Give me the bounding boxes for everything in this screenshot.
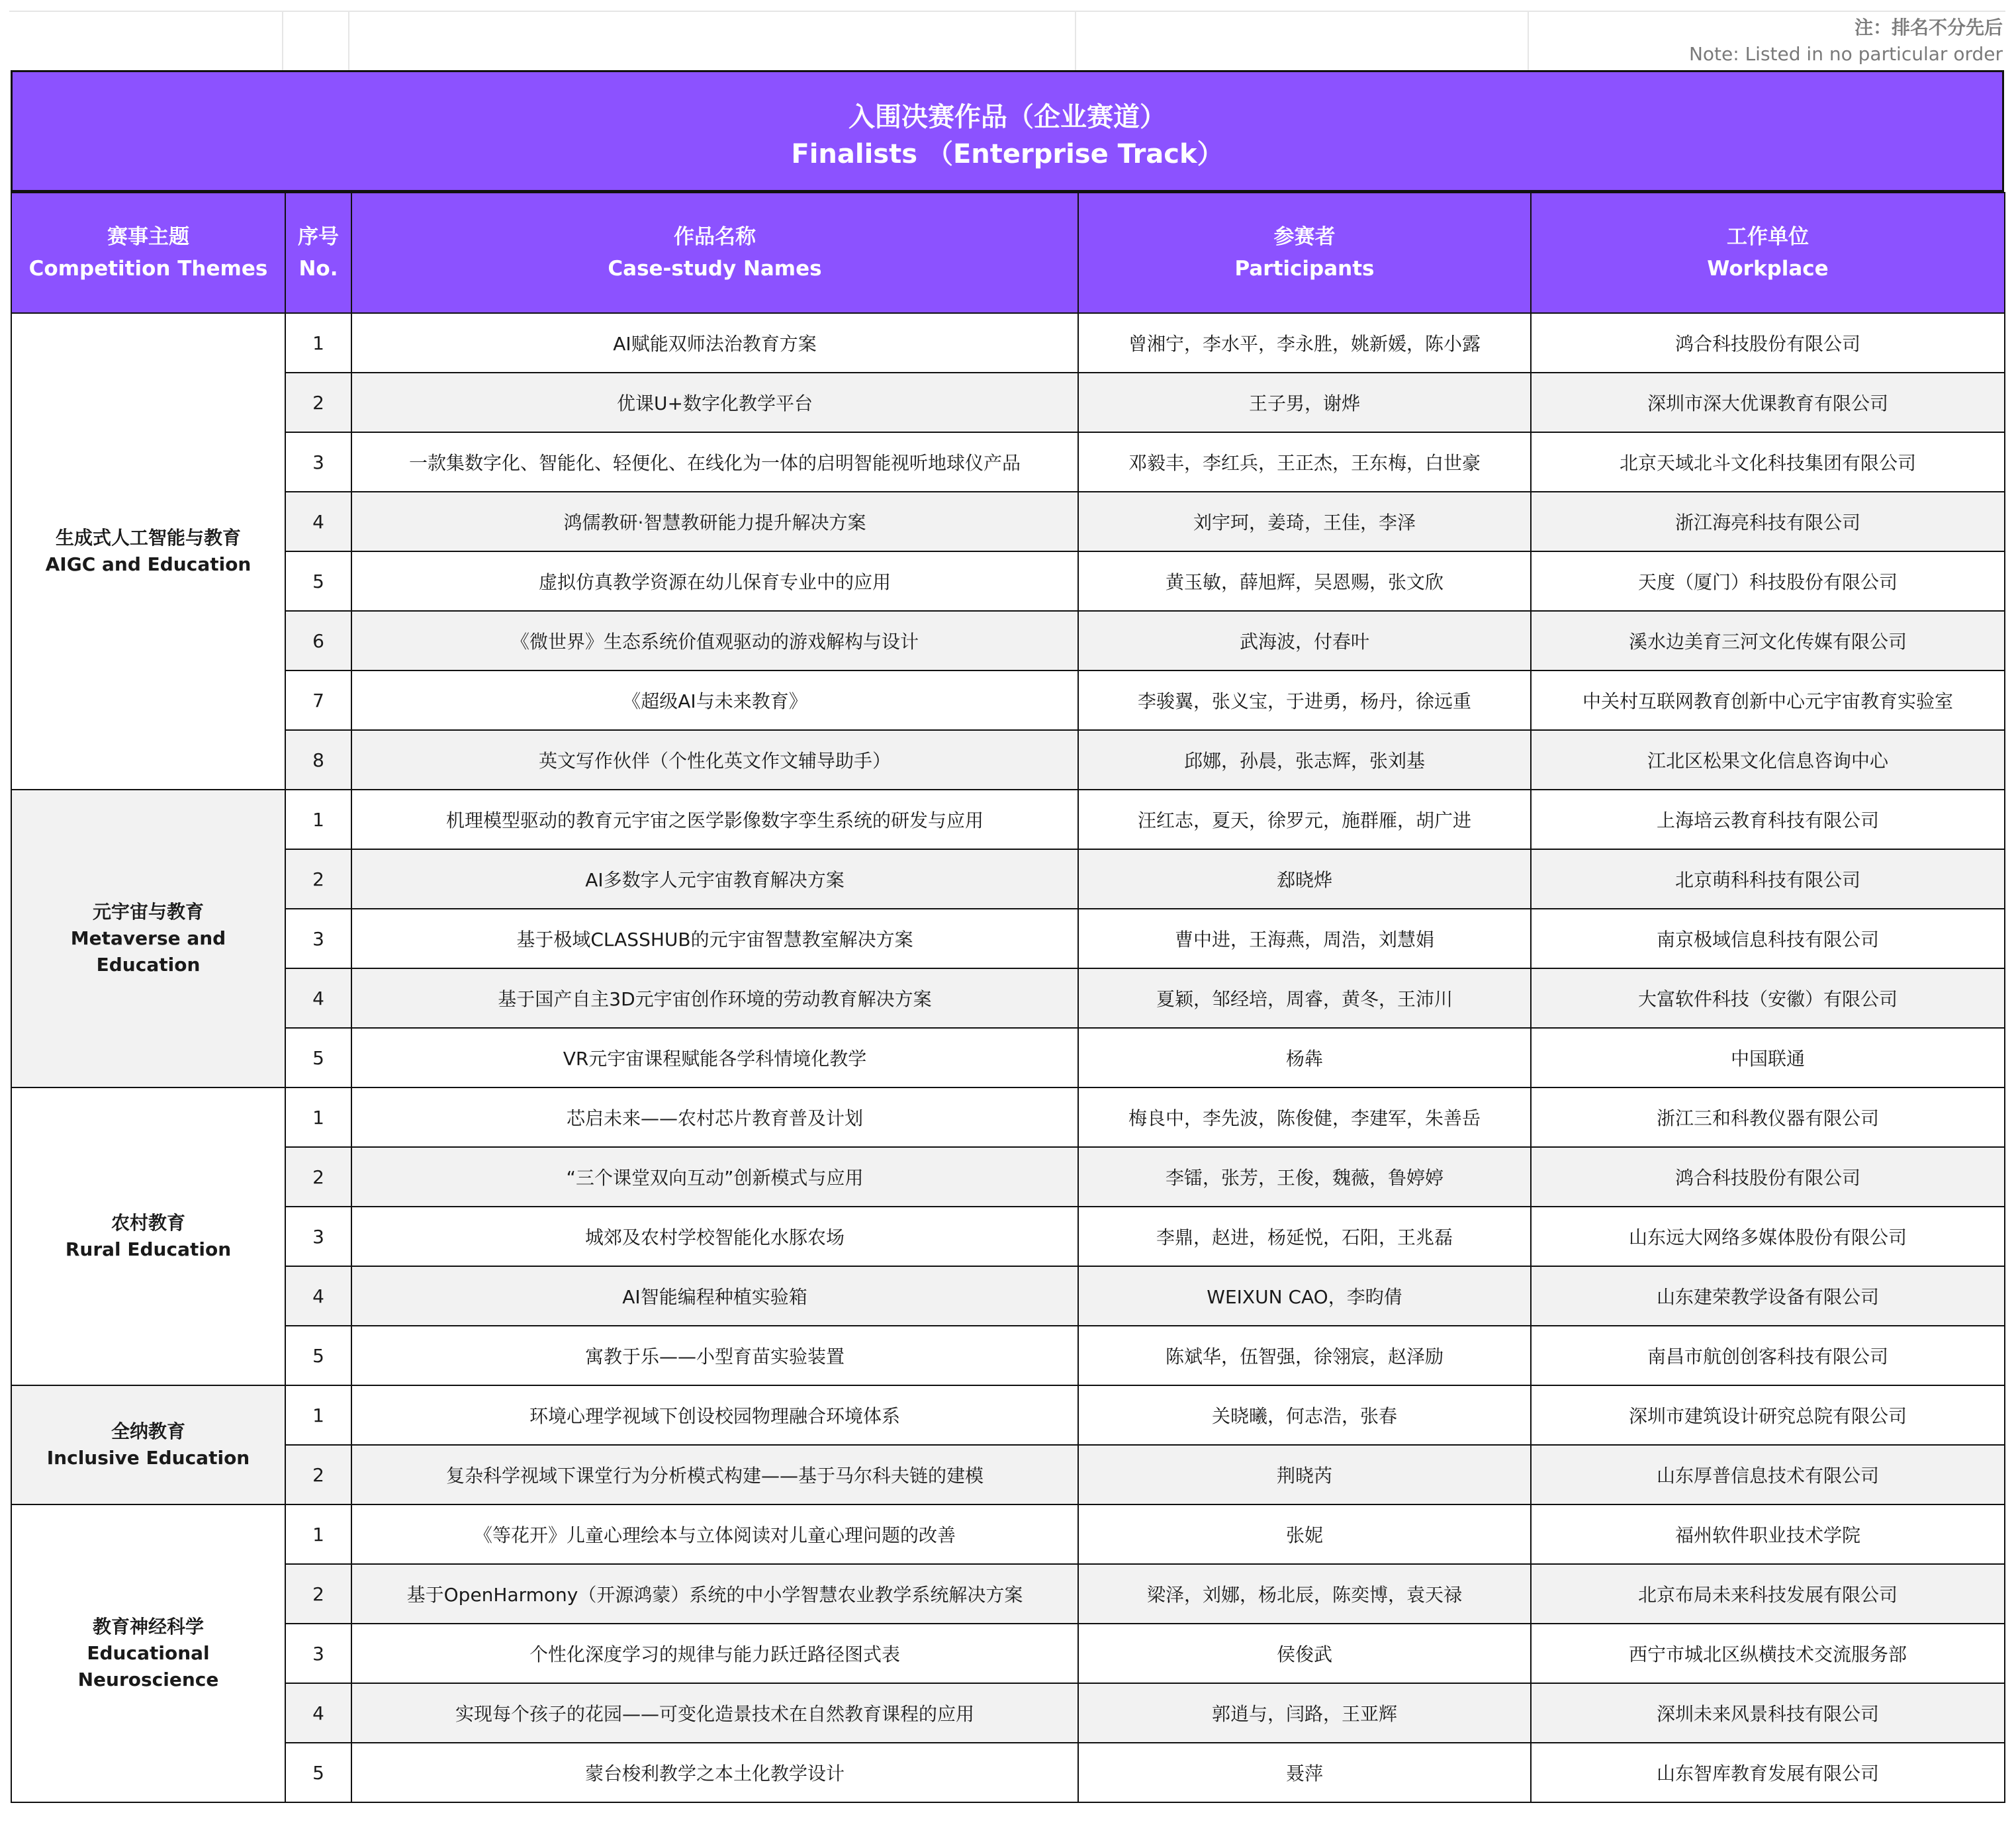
workplace: 深圳市建筑设计研究总院有限公司 (1531, 1385, 2005, 1445)
theme-cell-neuroscience (11, 1504, 285, 1802)
header-no-en: No. (298, 257, 338, 281)
case-name: VR元宇宙课程赋能各学科情境化教学 (351, 1028, 1078, 1087)
table-row (11, 492, 2005, 551)
header-participants (1078, 193, 1531, 313)
theme-en: Metaverse and Education (70, 927, 226, 976)
participants: 邱娜，孙晨，张志辉，张刘基 (1078, 730, 1531, 790)
table-row (11, 1743, 2005, 1802)
case-name: AI多数字人元宇宙教育解决方案 (351, 849, 1078, 909)
row-number: 3 (285, 1624, 351, 1683)
table-row (11, 670, 2005, 730)
participants: 陈斌华，伍智强，徐翎宸，赵泽励 (1078, 1326, 1531, 1385)
table-row (11, 313, 2005, 373)
case-name: 复杂科学视域下课堂行为分析模式构建——基于马尔科夫链的建模 (351, 1445, 1078, 1504)
participants: 聂萍 (1078, 1743, 1531, 1802)
workplace: 山东远大网络多媒体股份有限公司 (1531, 1207, 2005, 1266)
header-name-cn: 作品名称 (674, 225, 756, 249)
table-row (11, 1624, 2005, 1683)
workplace: 北京天域北斗文化科技集团有限公司 (1531, 432, 2005, 492)
table-row (11, 1683, 2005, 1743)
workplace: 溪水边美育三河文化传媒有限公司 (1531, 611, 2005, 670)
row-number: 5 (285, 1028, 351, 1087)
row-number: 1 (285, 1504, 351, 1564)
theme-en: Rural Education (65, 1238, 232, 1260)
participants: 关晓曦，何志浩，张春 (1078, 1385, 1531, 1445)
participants: 梅良中，李先波，陈俊健，李建军，朱善岳 (1078, 1087, 1531, 1147)
row-number: 2 (285, 849, 351, 909)
workplace: 山东厚普信息技术有限公司 (1531, 1445, 2005, 1504)
workplace: 大富软件科技（安徽）有限公司 (1531, 968, 2005, 1028)
table-row (11, 1385, 2005, 1445)
case-name: 一款集数字化、智能化、轻便化、在线化为一体的启明智能视听地球仪产品 (351, 432, 1078, 492)
row-number: 6 (285, 611, 351, 670)
header-workplace (1531, 193, 2005, 313)
header-workplace-cn: 工作单位 (1727, 225, 1809, 249)
row-number: 4 (285, 1266, 351, 1326)
table-row (11, 849, 2005, 909)
note-cn: 注：排名不分先后 (1854, 17, 2003, 38)
theme-cn: 生成式人工智能与教育 (55, 527, 241, 549)
participants: 黄玉敏，薛旭辉，吴恩赐，张文欣 (1078, 551, 1531, 611)
case-name: AI智能编程种植实验箱 (351, 1266, 1078, 1326)
case-name: 基于OpenHarmony（开源鸿蒙）系统的中小学智慧农业教学系统解决方案 (351, 1564, 1078, 1624)
case-name: 《等花开》儿童心理绘本与立体阅读对儿童心理问题的改善 (351, 1504, 1078, 1564)
row-number: 8 (285, 730, 351, 790)
row-number: 2 (285, 1564, 351, 1624)
header-workplace-en: Workplace (1707, 257, 1829, 281)
case-name: 基于极域CLASSHUB的元宇宙智慧教室解决方案 (351, 909, 1078, 968)
workplace: 鸿合科技股份有限公司 (1531, 313, 2005, 373)
row-number: 3 (285, 432, 351, 492)
participants: 武海波，付春叶 (1078, 611, 1531, 670)
ordering-note (1689, 15, 2003, 68)
row-number: 3 (285, 1207, 351, 1266)
header-participants-en: Participants (1234, 257, 1375, 281)
participants: 李鼎，赵进，杨延悦，石阳，王兆磊 (1078, 1207, 1531, 1266)
case-name: 《超级AI与未来教育》 (351, 670, 1078, 730)
table-row (11, 909, 2005, 968)
table-row (11, 730, 2005, 790)
case-name: 蒙台梭利教学之本土化教学设计 (351, 1743, 1078, 1802)
table-row (11, 1326, 2005, 1385)
case-name: 芯启未来——农村芯片教育普及计划 (351, 1087, 1078, 1147)
case-name: 优课U+数字化教学平台 (351, 373, 1078, 432)
participants: 夏颖，邹经培，周睿，黄冬，王沛川 (1078, 968, 1531, 1028)
table-row (11, 1028, 2005, 1087)
note-en: Note: Listed in no particular order (1688, 43, 2003, 65)
case-name: 机理模型驱动的教育元宇宙之医学影像数字孪生系统的研发与应用 (351, 790, 1078, 849)
theme-en: AIGC and Education (45, 553, 252, 575)
workplace: 山东建荣教学设备有限公司 (1531, 1266, 2005, 1326)
header-theme-cn: 赛事主题 (107, 225, 189, 249)
workplace: 浙江三和科教仪器有限公司 (1531, 1087, 2005, 1147)
participants: 梁泽，刘娜，杨北辰，陈奕博，袁天禄 (1078, 1564, 1531, 1624)
workplace: 上海培云教育科技有限公司 (1531, 790, 2005, 849)
title-cn: 入围决赛作品（企业赛道） (848, 102, 1166, 132)
theme-cell-inclusive (11, 1385, 285, 1504)
theme-cell-rural (11, 1087, 285, 1385)
workplace: 西宁市城北区纵横技术交流服务部 (1531, 1624, 2005, 1683)
workplace: 深圳未来风景科技有限公司 (1531, 1683, 2005, 1743)
theme-en: Inclusive Education (46, 1447, 250, 1469)
case-name: 城郊及农村学校智能化水豚农场 (351, 1207, 1078, 1266)
participants: 荆晓芮 (1078, 1445, 1531, 1504)
title-en: Finalists （Enterprise Track） (791, 139, 1224, 169)
row-number: 1 (285, 790, 351, 849)
case-name: 虚拟仿真教学资源在幼儿保育专业中的应用 (351, 551, 1078, 611)
row-number: 1 (285, 1385, 351, 1445)
case-name: 寓教于乐——小型育苗实验装置 (351, 1326, 1078, 1385)
participants: 郄晓烨 (1078, 849, 1531, 909)
participants: 曹中进，王海燕，周浩，刘慧娟 (1078, 909, 1531, 968)
table-row (11, 1207, 2005, 1266)
participants: 李骏翼，张义宝，于进勇，杨丹，徐远重 (1078, 670, 1531, 730)
row-number: 1 (285, 1087, 351, 1147)
workplace: 中国联通 (1531, 1028, 2005, 1087)
case-name: 环境心理学视域下创设校园物理融合环境体系 (351, 1385, 1078, 1445)
participants: 刘宇珂，姜琦，王佳，李泽 (1078, 492, 1531, 551)
header-name-en: Case-study Names (608, 257, 822, 281)
table-row (11, 968, 2005, 1028)
row-number: 3 (285, 909, 351, 968)
workplace: 山东智库教育发展有限公司 (1531, 1743, 2005, 1802)
participants: WEIXUN CAO，李昀倩 (1078, 1266, 1531, 1326)
row-number: 2 (285, 373, 351, 432)
workplace: 浙江海亮科技有限公司 (1531, 492, 2005, 551)
workplace: 天度（厦门）科技股份有限公司 (1531, 551, 2005, 611)
theme-cn: 元宇宙与教育 (92, 901, 204, 923)
finalists-table (11, 192, 2005, 1803)
workplace: 北京萌科科技有限公司 (1531, 849, 2005, 909)
participants: 李镭，张芳，王俊，魏薇，鲁婷婷 (1078, 1147, 1531, 1207)
row-number: 5 (285, 1326, 351, 1385)
workplace: 深圳市深大优课教育有限公司 (1531, 373, 2005, 432)
table-row (11, 1445, 2005, 1504)
participants: 杨犇 (1078, 1028, 1531, 1087)
row-number: 2 (285, 1147, 351, 1207)
header-participants-cn: 参赛者 (1273, 225, 1336, 249)
header-no (285, 193, 351, 313)
theme-cn: 全纳教育 (111, 1420, 185, 1442)
table-row (11, 1504, 2005, 1564)
case-name: 英文写作伙伴（个性化英文作文辅导助手） (351, 730, 1078, 790)
participants: 王子男，谢烨 (1078, 373, 1531, 432)
row-number: 4 (285, 492, 351, 551)
table-row (11, 1147, 2005, 1207)
participants: 汪红志，夏天，徐罗元，施群雁，胡广进 (1078, 790, 1531, 849)
case-name: 个性化深度学习的规律与能力跃迁路径图式表 (351, 1624, 1078, 1683)
participants: 邓毅丰，李红兵，王正杰，王东梅，白世豪 (1078, 432, 1531, 492)
workplace: 福州软件职业技术学院 (1531, 1504, 2005, 1564)
theme-cell-aigc (11, 313, 285, 790)
row-number: 5 (285, 1743, 351, 1802)
workplace: 中关村互联网教育创新中心元宇宙教育实验室 (1531, 670, 2005, 730)
workplace: 南昌市航创创客科技有限公司 (1531, 1326, 2005, 1385)
case-name: 《微世界》生态系统价值观驱动的游戏解构与设计 (351, 611, 1078, 670)
row-number: 7 (285, 670, 351, 730)
table-row (11, 611, 2005, 670)
workplace: 江北区松果文化信息咨询中心 (1531, 730, 2005, 790)
table-row (11, 432, 2005, 492)
header-theme (11, 193, 285, 313)
header-name (351, 193, 1078, 313)
table-row (11, 551, 2005, 611)
table-row (11, 1564, 2005, 1624)
row-number: 2 (285, 1445, 351, 1504)
workplace: 南京极域信息科技有限公司 (1531, 909, 2005, 968)
case-name: 基于国产自主3D元宇宙创作环境的劳动教育解决方案 (351, 968, 1078, 1028)
header-row (11, 193, 2005, 313)
table-row (11, 373, 2005, 432)
workplace: 北京布局未来科技发展有限公司 (1531, 1564, 2005, 1624)
row-number: 4 (285, 968, 351, 1028)
row-number: 4 (285, 1683, 351, 1743)
header-no-cn: 序号 (298, 225, 339, 249)
participants: 郭逍与，闫路，王亚辉 (1078, 1683, 1531, 1743)
case-name: 鸿儒教研·智慧教研能力提升解决方案 (351, 492, 1078, 551)
participants: 曾湘宁，李水平，李永胜，姚新媛，陈小露 (1078, 313, 1531, 373)
theme-cn: 教育神经科学 (92, 1616, 204, 1638)
participants: 侯俊武 (1078, 1624, 1531, 1683)
theme-en: Educational Neuroscience (77, 1642, 219, 1690)
row-number: 1 (285, 313, 351, 373)
case-name: “三个课堂双向互动”创新模式与应用 (351, 1147, 1078, 1207)
header-theme-en: Competition Themes (28, 257, 268, 281)
theme-cell-metaverse (11, 790, 285, 1087)
participants: 张妮 (1078, 1504, 1531, 1564)
table-body (11, 313, 2005, 1802)
case-name: AI赋能双师法治教育方案 (351, 313, 1078, 373)
workplace: 鸿合科技股份有限公司 (1531, 1147, 2005, 1207)
row-number: 5 (285, 551, 351, 611)
theme-cn: 农村教育 (111, 1212, 185, 1234)
table-row (11, 790, 2005, 849)
table-title (11, 70, 2004, 192)
case-name: 实现每个孩子的花园——可变化造景技术在自然教育课程的应用 (351, 1683, 1078, 1743)
table-row (11, 1266, 2005, 1326)
table-row (11, 1087, 2005, 1147)
